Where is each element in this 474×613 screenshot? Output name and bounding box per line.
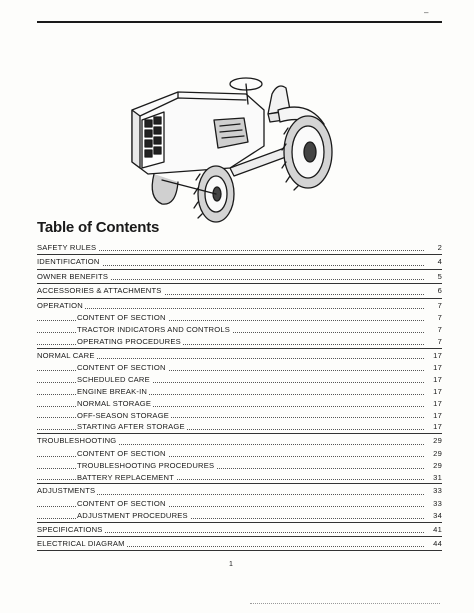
toc-entry-label: CONTENT OF SECTION [77, 448, 166, 458]
toc-entry-label: NORMAL STORAGE [77, 398, 152, 408]
toc-entry-page: 17 [426, 410, 442, 422]
toc-entry-label: STARTING AFTER STORAGE [77, 422, 185, 432]
toc-entry [37, 270, 442, 284]
toc-entry-label: OFF-SEASON STORAGE [77, 410, 170, 420]
toc-entry-page: 2 [426, 241, 442, 254]
toc-entry [37, 241, 442, 255]
toc-entry-label: IDENTIFICATION [37, 257, 100, 267]
toc-subentry [37, 448, 442, 460]
toc-entry-page: 4 [426, 255, 442, 268]
toc-entry-label: SAFETY RULES [37, 243, 97, 252]
toc-entry [37, 523, 442, 537]
toc-subentry [37, 460, 442, 472]
toc-entry-label: ADJUSTMENT PROCEDURES [77, 510, 188, 520]
toc-entry-label: CONTENT OF SECTION [77, 498, 166, 508]
toc-subentry [37, 398, 442, 410]
toc-entry-page: 31 [426, 472, 442, 484]
toc-entry-label: ADJUSTMENTS [37, 486, 96, 496]
toc-entry-label: BATTERY REPLACEMENT [77, 472, 175, 482]
toc-entry-label: OPERATION [37, 300, 83, 310]
toc-entry-page: 17 [426, 349, 442, 362]
bottom-dotted-line [250, 603, 440, 604]
toc-subentry [37, 386, 442, 398]
toc-entry-label: OWNER BENEFITS [37, 271, 109, 281]
toc-subentry [37, 336, 442, 349]
toc-entry-label: TROUBLESHOOTING PROCEDURES [77, 460, 215, 470]
toc-entry-page: 7 [426, 312, 442, 324]
toc-entry-label: SPECIFICATIONS [37, 524, 103, 534]
toc-subentry [37, 362, 442, 374]
toc-entry-label: ENGINE BREAK-IN [77, 386, 148, 396]
toc-entry-label: TRACTOR INDICATORS AND CONTROLS [77, 324, 231, 334]
toc-entry-page: 33 [426, 498, 442, 510]
toc-entry [37, 537, 442, 551]
toc-entry-page: 7 [426, 324, 442, 336]
toc-entry-label: TROUBLESHOOTING [37, 436, 117, 446]
toc-entry-page: 17 [426, 374, 442, 386]
page-title: Table of Contents [37, 219, 160, 236]
toc-entry-page: 29 [426, 460, 442, 472]
toc-entry-label: CONTENT OF SECTION [77, 312, 166, 322]
toc-entry-label: OPERATING PROCEDURES [77, 336, 181, 346]
toc-subentry [37, 324, 442, 336]
toc-entry-label: ACCESSORIES & ATTACHMENTS [37, 286, 162, 296]
toc-entry-page: 5 [426, 270, 442, 283]
toc-entry [37, 434, 442, 447]
toc-list [37, 241, 442, 551]
toc-leader-dots [37, 308, 424, 309]
toc-entry-page: 7 [426, 299, 442, 312]
toc-entry-page: 17 [426, 386, 442, 398]
toc-entry-page: 29 [426, 434, 442, 447]
toc-entry [37, 255, 442, 269]
toc-subentry [37, 410, 442, 422]
toc-entry-label: NORMAL CARE [37, 350, 95, 360]
toc-subentry [37, 421, 442, 434]
toc-entry-page: 6 [426, 284, 442, 297]
toc-subentry [37, 498, 442, 510]
toc-entry-page: 41 [426, 523, 442, 536]
toc-entry-page: 33 [426, 484, 442, 497]
toc-entry [37, 284, 442, 298]
corner-mark: – [424, 8, 429, 17]
tractor-illustration [118, 70, 340, 230]
toc-entry [37, 299, 442, 312]
toc-entry-page: 7 [426, 336, 442, 348]
toc-entry-label: SCHEDULED CARE [77, 374, 150, 384]
toc-entry [37, 349, 442, 362]
page-number: 1 [229, 561, 233, 568]
toc-entry-page: 17 [426, 398, 442, 410]
toc-entry-page: 34 [426, 510, 442, 522]
toc-subentry [37, 472, 442, 485]
toc-entry-page: 17 [426, 362, 442, 374]
toc-subentry [37, 374, 442, 386]
toc-entry-page: 44 [426, 537, 442, 550]
toc-subentry [37, 510, 442, 523]
toc-entry-label: CONTENT OF SECTION [77, 363, 166, 373]
toc-entry [37, 484, 442, 497]
top-rule [37, 21, 442, 23]
toc-entry-page: 17 [426, 421, 442, 433]
toc-entry-label: ELECTRICAL DIAGRAM [37, 538, 125, 548]
toc-subentry [37, 312, 442, 324]
toc-entry-page: 29 [426, 448, 442, 460]
